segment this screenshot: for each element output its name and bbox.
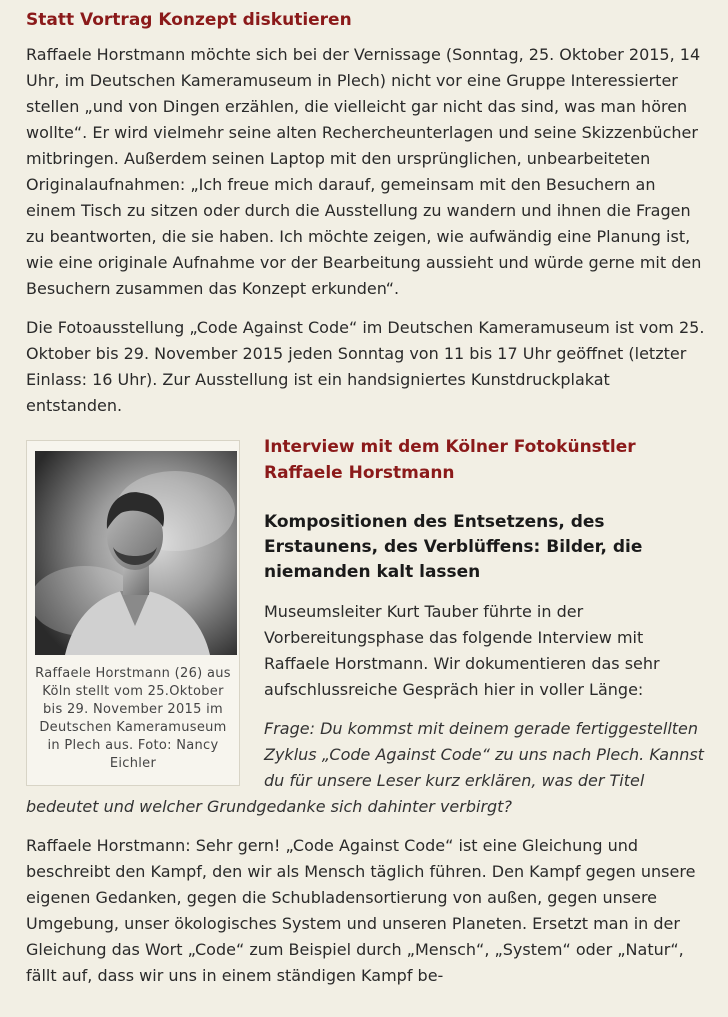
interview-answer: Raffaele Horstmann: Sehr gern! „Code Against Code“ ist eine Gleichung und beschreibt den Kampf, den wir als Mensch täglich führen. Den Kampf gegen unsere eigenen Gedanken, gegen die Schubladensortierung von außen, gegen unsere Umgebung, unser ökologisches System und unseren Planeten. Ersetzt man in der Gleichung das Wort „Code“ zum Beispiel durch „Mensch“, „System“ oder „Natur“, fällt auf, dass wir uns in einem ständigen Kampf be-	[26, 836, 696, 985]
paragraph-vernissage: Raffaele Horstmann möchte sich bei der Vernissage (Sonntag, 25. Oktober 2015, 14 Uhr, im Deutschen Kameramuseum in Plech) nicht vor eine Gruppe Interessierter stellen „und von Dingen erzählen, die vielleicht gar nicht das sind, was man hören wollte“. Er wird vielmehr seine alten Rechercheunterlagen und seine Skizzenbücher mitbringen. Außerdem seinen Laptop mit den ursprünglichen, unbearbeiteten Originalaufnahmen: „Ich freue mich darauf, gemeinsam mit den Besuchern an einem Tisch zu sitzen oder durch die Ausstellung zu wandern und ihnen die Fragen zu beantworten, die sie haben. Ich möchte zeigen, wie aufwändig eine Planung ist, wie eine originale Aufnahme vor der Bearbeitung aussieht und würde gerne mit den Besuchern zusammen das Konzept erkunden“.	[26, 45, 702, 298]
interview-heading: Interview mit dem Kölner Fotokünstler Raffaele Horstmann	[264, 437, 636, 483]
portrait-photo	[35, 451, 237, 655]
photo-figure	[26, 440, 240, 786]
photo-caption: Raffaele Horstmann (26) aus Köln stellt vom 25.Oktober bis 29. November 2015 im Deutschen Kameramuseum in Plech aus. Foto: Nancy Eichler	[35, 666, 231, 771]
section-heading: Statt Vortrag Konzept diskutieren	[26, 10, 352, 30]
interview-subheading: Kompositionen des Entsetzens, des Erstaunens, des Verblüffens: Bilder, die niemanden kalt lassen	[264, 512, 643, 582]
paragraph-exhibition-info: Die Fotoausstellung „Code Against Code“ im Deutschen Kameramuseum ist vom 25. Oktober bis 29. November 2015 jeden Sonntag von 11 bis 17 Uhr geöffnet (letzter Einlass: 16 Uhr). Zur Ausstellung ist ein handsigniertes Kunstdruckplakat entstanden.	[26, 318, 705, 415]
interview-intro: Museumsleiter Kurt Tauber führte in der Vorbereitungsphase das folgende Interview mit Raffaele Horstmann. Wir dokumentieren das sehr aufschlussreiche Gespräch hier in voller Länge:	[264, 602, 660, 699]
article	[26, 8, 706, 1002]
interview-question: Frage: Du kommst mit deinem gerade fertiggestellten Zyklus „Code Against Code“ zu uns nach Plech. Kannst du für unsere Leser kurz erklären, was der Titel bedeutet und welcher Grundgedanke sich dahinter verbirgt?	[26, 719, 704, 816]
